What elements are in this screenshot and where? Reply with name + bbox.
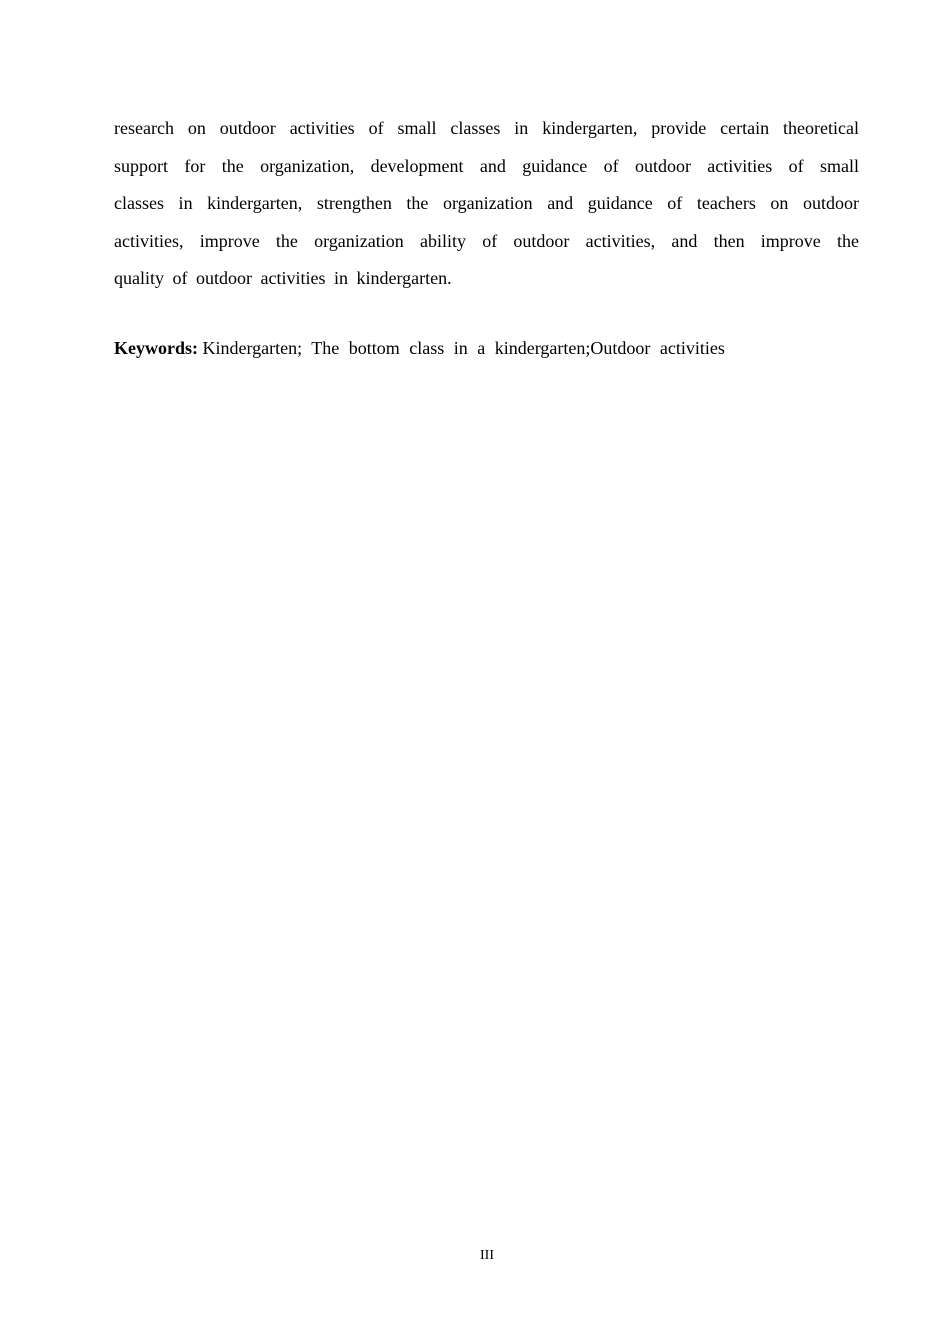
abstract-line-1: research on outdoor activities of small classes in kindergarten, provide certain theoretical [114, 118, 859, 138]
keywords-text: Kindergarten; The bottom class in a kindergarten;Outdoor activities [202, 338, 725, 358]
abstract-line-2: support for the organization, development and guidance of outdoor activities of small [114, 155, 859, 176]
keywords-label: Keywords: [114, 338, 198, 358]
abstract-line-3: classes in kindergarten, strengthen the organization and guidance of teachers on outdoor [114, 193, 859, 213]
abstract-line-5: quality of outdoor activities in kindergarten. [114, 268, 452, 288]
abstract-line-4: activities, improve the organization ability of outdoor activities, and then improve the [114, 230, 859, 251]
abstract-paragraph [114, 110, 859, 298]
keywords-line [114, 334, 859, 362]
page-number: III [480, 1248, 494, 1263]
